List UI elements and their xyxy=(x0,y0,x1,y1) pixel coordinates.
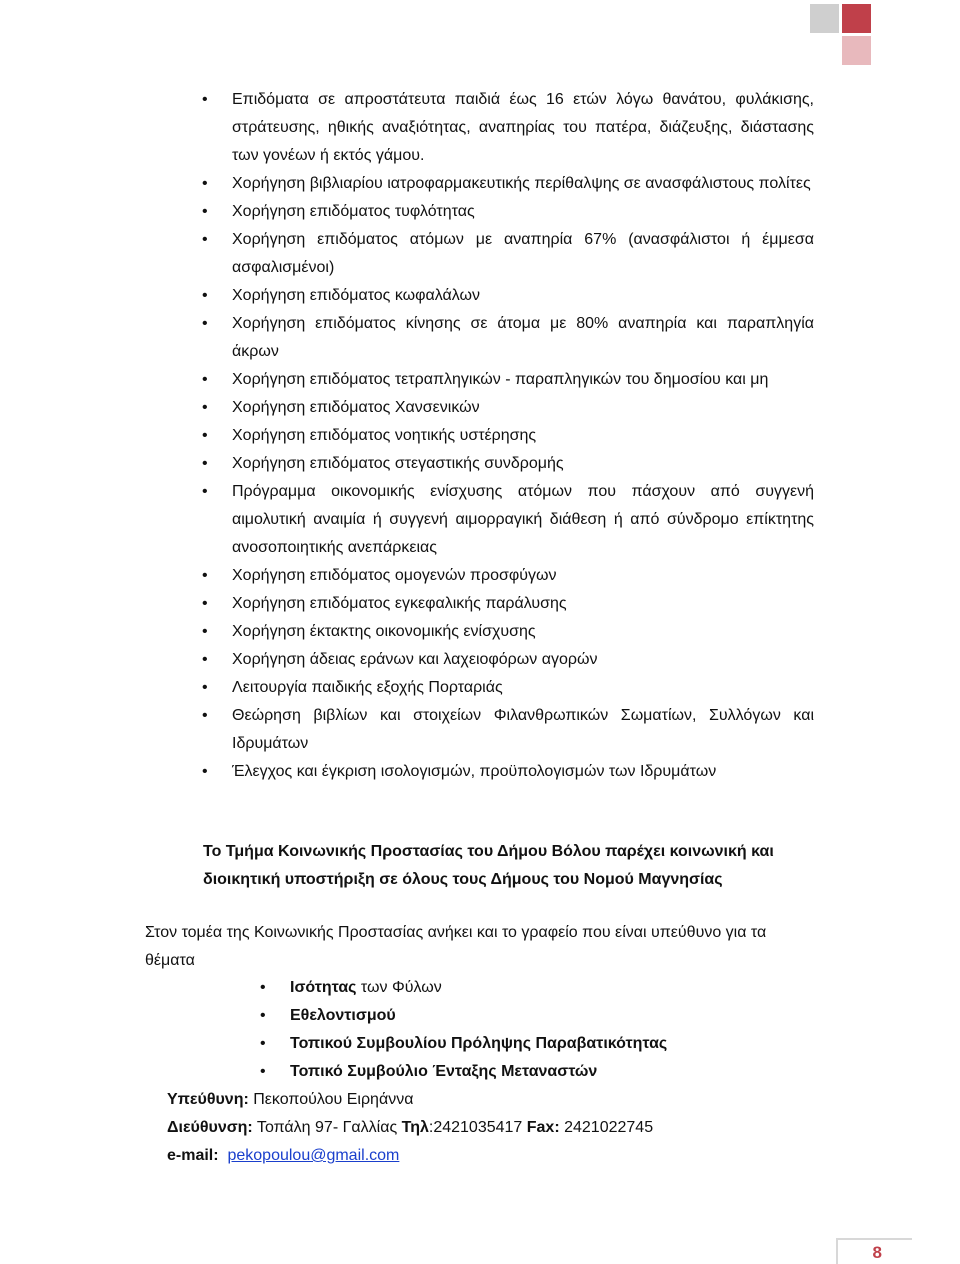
bullet-icon: • xyxy=(202,399,208,416)
list-item-text: Χορήγηση επιδόματος ομογενών προσφύγων xyxy=(232,567,557,584)
bullet-icon: • xyxy=(202,287,208,304)
list-item xyxy=(260,1030,810,1058)
list-item xyxy=(202,394,814,422)
topic-text: των Φύλων xyxy=(356,979,442,996)
topic-bold-text: Τοπικού Συμβουλίου Πρόληψης Παραβατικότητας xyxy=(290,1035,668,1052)
email-label: e-mail: xyxy=(167,1147,219,1164)
topic-bold-text: Ισότητας xyxy=(290,979,357,996)
list-item xyxy=(202,366,814,394)
address-line xyxy=(167,1114,817,1142)
fax-value: 2421022745 xyxy=(559,1119,654,1136)
bullet-icon: • xyxy=(202,91,208,108)
address-label: Διεύθυνση: xyxy=(167,1119,253,1136)
bullet-icon: • xyxy=(260,979,266,996)
bullet-icon: • xyxy=(260,1063,266,1080)
list-item-text: Χορήγηση βιβλιαρίου ιατροφαρμακευτικής περίθαλψης σε ανασφάλιστους πολίτες xyxy=(232,175,811,192)
bullet-icon: • xyxy=(202,231,208,248)
list-item xyxy=(202,618,814,646)
email-line xyxy=(167,1142,817,1170)
list-item-text: Χορήγηση επιδόματος κίνησης σε άτομα με 80% αναπηρία και παραπληγία άκρων xyxy=(232,315,814,360)
list-item xyxy=(202,702,814,758)
bullet-icon: • xyxy=(202,175,208,192)
contact-block xyxy=(167,1086,817,1170)
list-item xyxy=(260,974,810,1002)
list-item-text: Χορήγηση επιδόματος στεγαστικής συνδρομής xyxy=(232,455,564,472)
corner-square-grey xyxy=(810,4,839,33)
responsible-value: Πεκοπούλου Ειρηάννα xyxy=(248,1091,414,1108)
bullet-icon: • xyxy=(260,1007,266,1024)
list-item-text: Χορήγηση επιδόματος ατόμων με αναπηρία 67% (ανασφάλιστοι ή έμμεσα ασφαλισμένοι) xyxy=(232,231,814,276)
list-item-text: Πρόγραμμα οικονομικής ενίσχυσης ατόμων που πάσχουν από συγγενή αιμολυτική αναιμία ή συγγενή αιμορραγική διάθεση ή από σύνδρομο επίκτητης ανοσοποιητικής ανεπάρκειας xyxy=(232,483,814,556)
topics-list xyxy=(260,974,810,1086)
bullet-icon: • xyxy=(202,203,208,220)
topic-bold-text: Τοπικό Συμβούλιο Ένταξης Μεταναστών xyxy=(290,1063,598,1080)
department-statement: Το Τμήμα Κοινωνικής Προστασίας του Δήμου Βόλου παρέχει κοινωνική και διοικητική υποστήριξη σε όλους τους Δήμους του Νομού Μαγνησίας xyxy=(203,843,774,888)
email-link[interactable]: pekopoulou@gmail.com xyxy=(227,1147,400,1164)
list-item-text: Θεώρηση βιβλίων και στοιχείων Φιλανθρωπικών Σωματίων, Συλλόγων και Ιδρυμάτων xyxy=(232,707,814,752)
list-item xyxy=(202,478,814,562)
bullet-icon: • xyxy=(202,679,208,696)
list-item-text: Χορήγηση έκτακτης οικονομικής ενίσχυσης xyxy=(232,623,536,640)
bullet-icon: • xyxy=(202,763,208,780)
list-item xyxy=(202,198,814,226)
list-item-text: Χορήγηση επιδόματος τετραπληγικών - παραπληγικών του δημοσίου και μη xyxy=(232,371,769,388)
list-item-text: Λειτουργία παιδικής εξοχής Πορταριάς xyxy=(232,679,503,696)
list-item xyxy=(202,226,814,282)
bullet-icon: • xyxy=(202,595,208,612)
list-item xyxy=(202,86,814,170)
phone-label: Τηλ xyxy=(401,1119,429,1136)
bullet-icon: • xyxy=(202,315,208,332)
list-item xyxy=(202,758,814,786)
corner-square-red xyxy=(842,4,871,33)
list-item xyxy=(202,422,814,450)
list-item xyxy=(202,646,814,674)
fax-label: Fax: xyxy=(526,1119,560,1136)
responsible-label: Υπεύθυνη: xyxy=(167,1091,249,1108)
page-number: 8 xyxy=(872,1243,882,1262)
list-item xyxy=(202,170,814,198)
services-list xyxy=(202,86,814,786)
responsible-line xyxy=(167,1086,817,1114)
list-item-text: Χορήγηση επιδόματος τυφλότητας xyxy=(232,203,475,220)
list-item-text: Χορήγηση επιδόματος Χανσενικών xyxy=(232,399,480,416)
list-item-text: Χορήγηση άδειας εράνων και λαχειοφόρων αγορών xyxy=(232,651,598,668)
list-item xyxy=(202,282,814,310)
topic-bold-text: Εθελοντισμού xyxy=(290,1007,396,1024)
corner-square-pink xyxy=(842,36,871,65)
bullet-icon: • xyxy=(202,427,208,444)
bullet-icon: • xyxy=(202,567,208,584)
list-item-text: Χορήγηση επιδόματος εγκεφαλικής παράλυσης xyxy=(232,595,567,612)
bullet-icon: • xyxy=(202,651,208,668)
list-item-text: Χορήγηση επιδόματος νοητικής υστέρησης xyxy=(232,427,537,444)
office-intro-paragraph: Στον τομέα της Κοινωνικής Προστασίας ανήκει και το γραφείο που είναι υπεύθυνο για τα θέματα xyxy=(145,924,767,969)
list-item xyxy=(202,562,814,590)
bullet-icon: • xyxy=(202,623,208,640)
bullet-icon: • xyxy=(202,483,208,500)
bullet-icon: • xyxy=(202,371,208,388)
list-item xyxy=(202,590,814,618)
list-item xyxy=(260,1002,810,1030)
list-item-text: Χορήγηση επιδόματος κωφαλάλων xyxy=(232,287,481,304)
list-item-text: Επιδόματα σε απροστάτευτα παιδιά έως 16 ετών λόγω θανάτου, φυλάκισης, στράτευσης, ηθικής αναξιότητας, αναπηρίας του πατέρα, διάζευξης, διάστασης των γονέων ή εκτός γάμου. xyxy=(232,91,814,164)
bullet-icon: • xyxy=(202,455,208,472)
list-item xyxy=(202,310,814,366)
list-item xyxy=(202,450,814,478)
phone-value: :2421035417 xyxy=(428,1119,527,1136)
bullet-icon: • xyxy=(202,707,208,724)
bullet-icon: • xyxy=(260,1035,266,1052)
list-item xyxy=(202,674,814,702)
list-item xyxy=(260,1058,810,1086)
list-item-text: Έλεγχος και έγκριση ισολογισμών, προϋπολογισμών των Ιδρυμάτων xyxy=(232,763,717,780)
address-value: Τοπάλη 97- Γαλλίας xyxy=(252,1119,402,1136)
page-number-frame xyxy=(836,1238,912,1264)
